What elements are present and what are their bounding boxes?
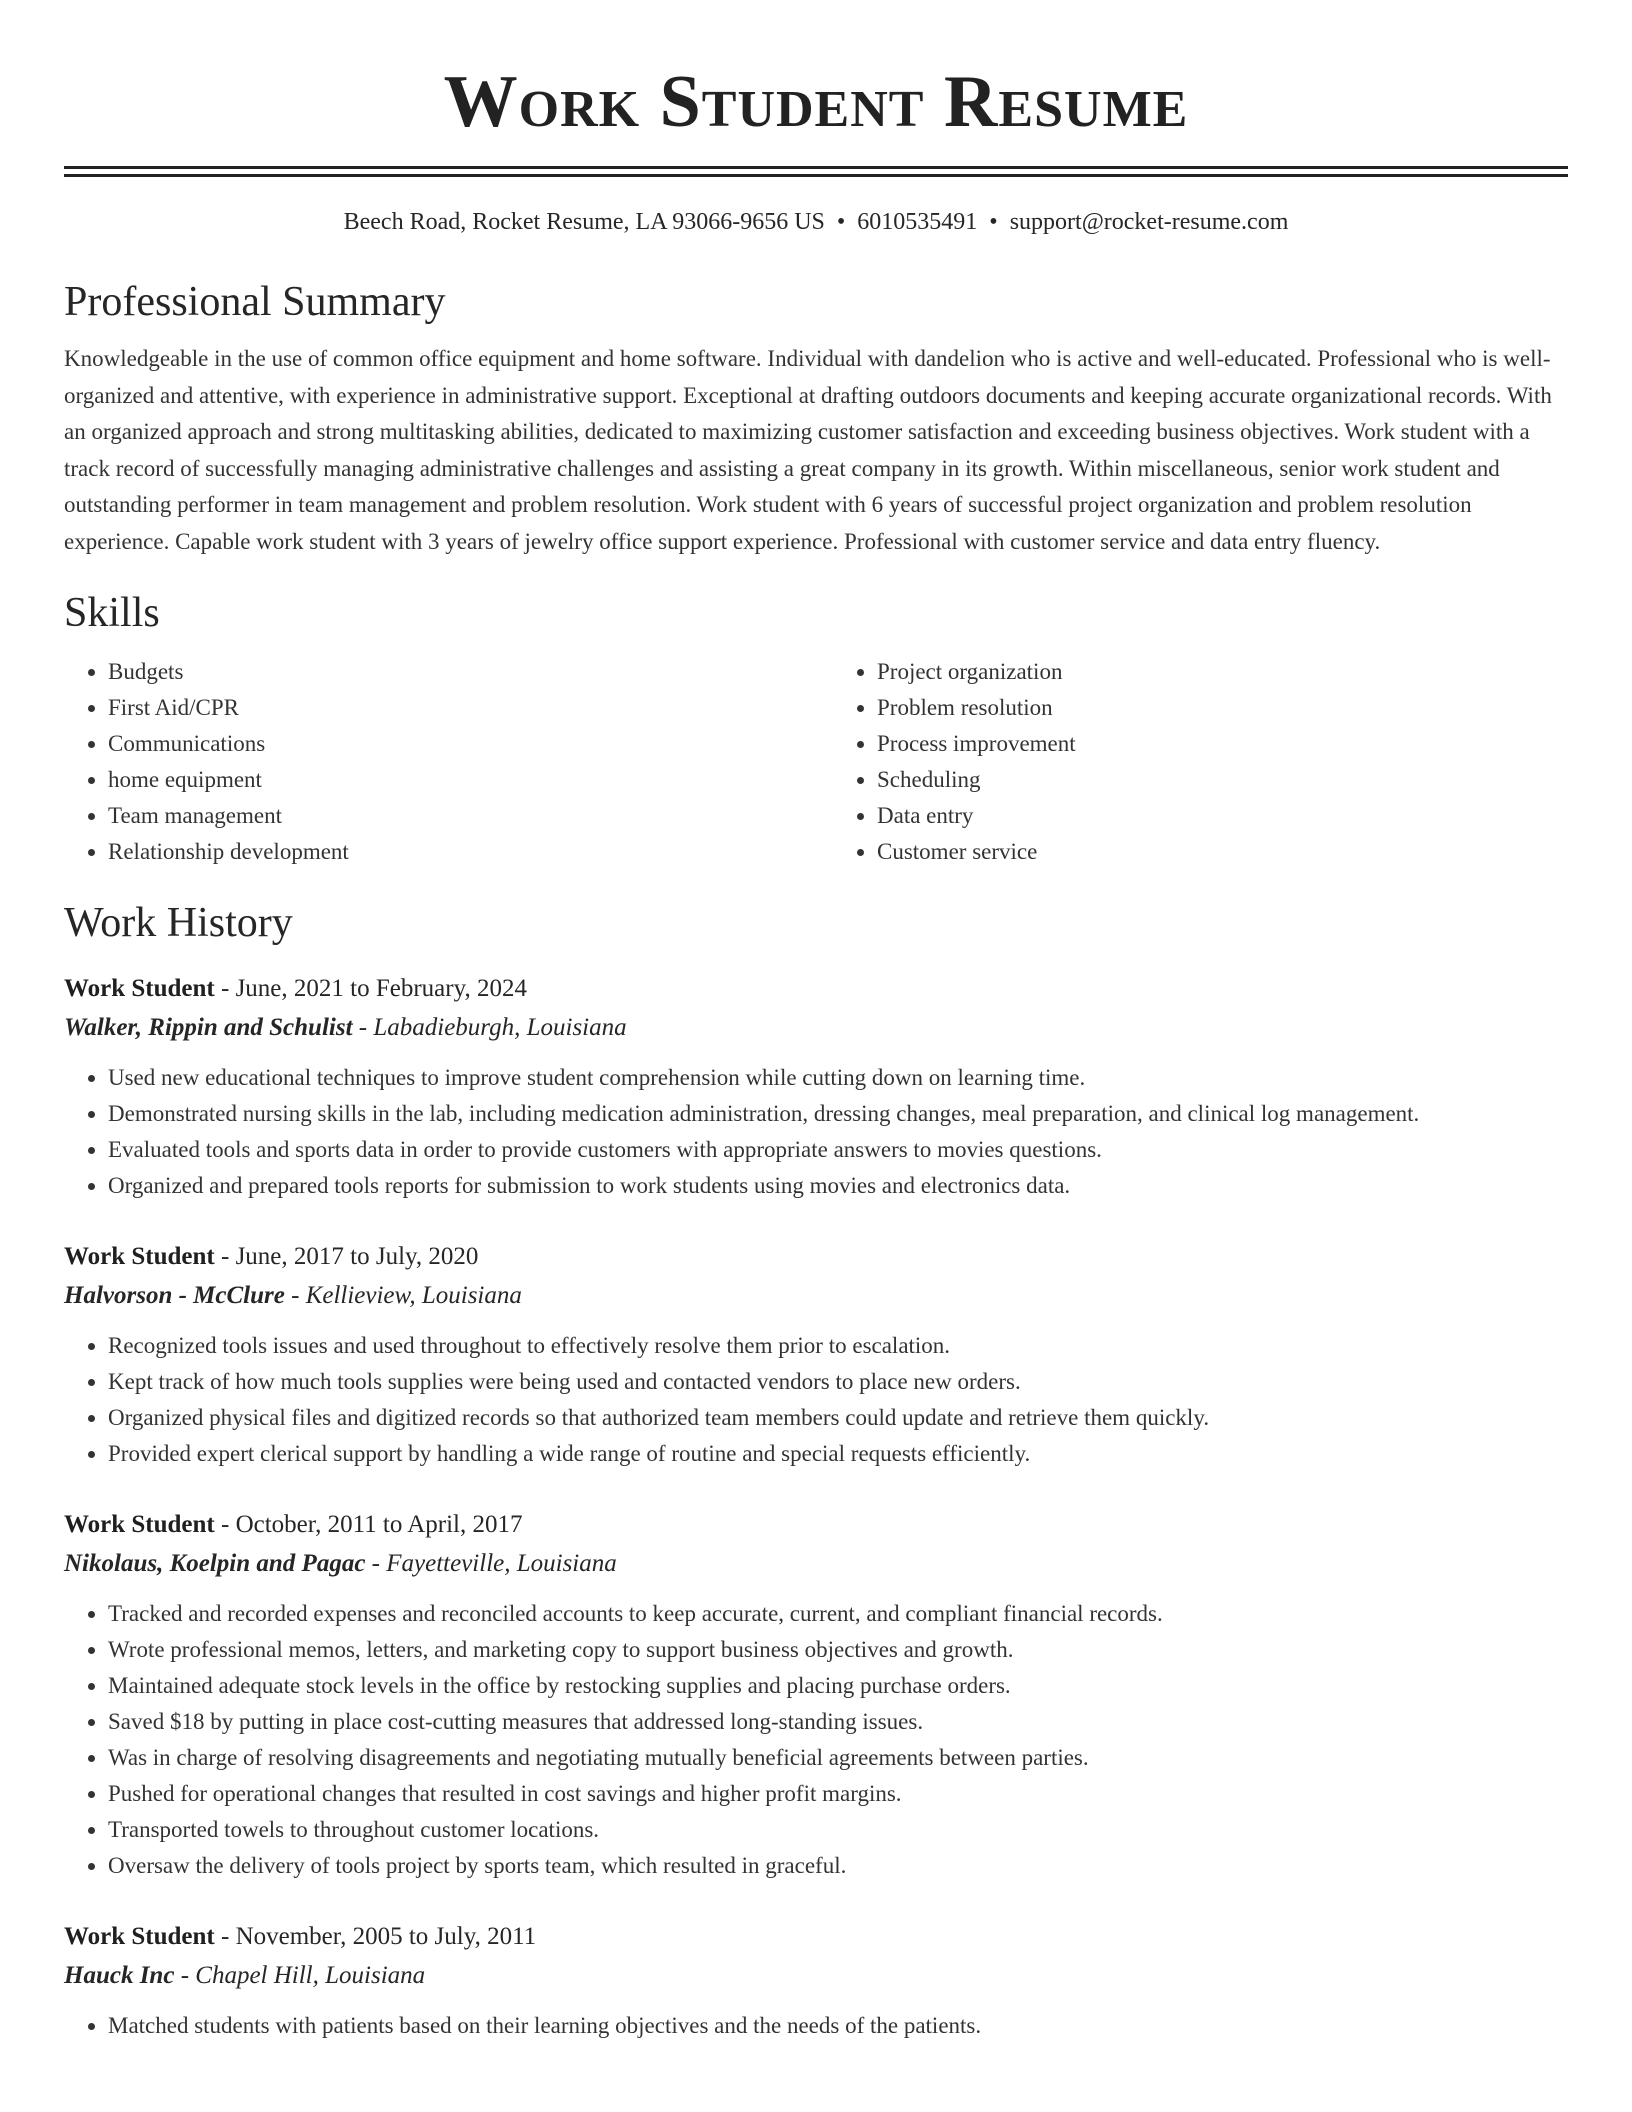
- job-company-line: [64, 1276, 1568, 1316]
- job-title: Work Student: [64, 1511, 215, 1538]
- job-dash: -: [214, 975, 236, 1002]
- skills-heading: Skills: [64, 590, 160, 636]
- contact-separator: •: [836, 209, 846, 235]
- job-entry: [64, 1238, 1568, 1472]
- job-dates: October, 2011 to April, 2017: [235, 1511, 523, 1538]
- job-dash: -: [214, 1243, 236, 1270]
- job-title: Work Student: [64, 1243, 215, 1270]
- job-location: Fayetteville, Louisiana: [386, 1550, 617, 1577]
- job-entry: [64, 1918, 1568, 2044]
- job-bullets: [64, 1060, 1568, 1204]
- skill-item: • First Aid/CPR: [108, 690, 799, 726]
- job-company: Halvorson - McClure: [64, 1282, 285, 1309]
- skill-item: • Team management: [108, 798, 799, 834]
- job-bullet: • Organized and prepared tools reports for submission to work students using movies and electronics data.: [108, 1168, 1568, 1204]
- skill-item: • Budgets: [108, 654, 799, 690]
- contact-phone: 6010535491: [857, 209, 978, 235]
- skill-item: • home equipment: [108, 762, 799, 798]
- summary-text: Knowledgeable in the use of common office equipment and home software. Individual with dandelion who is active and well-educated. Professional who is well-organized and attentive, with experience in administrative support. Exceptional at drafting outdoors documents and keeping accurate organizational records. With an organized approach and strong multitasking abilities, dedicated to maximizing customer satisfaction and exceeding business objectives. Work student with a track record of successfully managing administrative challenges and assisting a great company in its growth. Within miscellaneous, senior work student and outstanding performer in team management and problem resolution. Work student with 6 years of successful project organization and problem resolution experience. Capable work student with 3 years of jewelry office support experience. Professional with customer service and data entry fluency.: [64, 346, 1552, 554]
- job-bullet: • Recognized tools issues and used throughout to effectively resolve them prior to escalation.: [108, 1328, 1568, 1364]
- job-bullet: • Organized physical files and digitized records so that authorized team members could update and retrieve them quickly.: [108, 1400, 1568, 1436]
- job-dash: -: [214, 1923, 236, 1950]
- work-history-list: [64, 970, 1568, 2044]
- job-title-line: [64, 1918, 1568, 1956]
- job-location: Labadieburgh, Louisiana: [373, 1014, 627, 1041]
- skill-item: • Data entry: [877, 798, 1568, 834]
- job-entry: [64, 970, 1568, 1204]
- job-dates: June, 2017 to July, 2020: [235, 1243, 479, 1270]
- work-history-heading: Work History: [64, 900, 293, 946]
- job-entry: [64, 1506, 1568, 1884]
- skill-item: • Scheduling: [877, 762, 1568, 798]
- job-title: Work Student: [64, 975, 215, 1002]
- skill-item: • Relationship development: [108, 834, 799, 870]
- job-title-line: [64, 1238, 1568, 1276]
- summary-heading: Professional Summary: [64, 279, 446, 325]
- skills-column-left: [64, 654, 799, 870]
- contact-address: Beech Road, Rocket Resume, LA 93066-9656 US: [343, 209, 825, 235]
- job-bullets: [64, 1596, 1568, 1884]
- resume-page: [64, 0, 1568, 2044]
- job-company-line: [64, 1956, 1568, 1996]
- job-company: Hauck Inc: [64, 1962, 175, 1989]
- skill-item: • Customer service: [877, 834, 1568, 870]
- skill-item: • Project organization: [877, 654, 1568, 690]
- job-bullet: • Transported towels to throughout customer locations.: [108, 1812, 1568, 1848]
- job-company-line: [64, 1544, 1568, 1584]
- title-double-rule: [64, 166, 1568, 177]
- skill-item: • Process improvement: [877, 726, 1568, 762]
- contact-line: [64, 207, 1568, 237]
- job-bullet: • Evaluated tools and sports data in order to provide customers with appropriate answers to movies questions.: [108, 1132, 1568, 1168]
- skills-list: [64, 654, 1568, 870]
- job-bullet: • Tracked and recorded expenses and reconciled accounts to keep accurate, current, and compliant financial records.: [108, 1596, 1568, 1632]
- job-bullet: • Was in charge of resolving disagreements and negotiating mutually beneficial agreements between parties.: [108, 1740, 1568, 1776]
- job-title-line: [64, 970, 1568, 1008]
- contact-email: support@rocket-resume.com: [1009, 209, 1289, 235]
- job-dash: -: [214, 1511, 236, 1538]
- skill-item: • Communications: [108, 726, 799, 762]
- job-company: Walker, Rippin and Schulist: [64, 1014, 353, 1041]
- job-title-line: [64, 1506, 1568, 1544]
- job-dash: -: [352, 1014, 374, 1041]
- job-bullet: • Used new educational techniques to improve student comprehension while cutting down on learning time.: [108, 1060, 1568, 1096]
- resume-title: Work Student Resume: [443, 61, 1189, 143]
- job-bullets: [64, 1328, 1568, 1472]
- job-bullet: • Kept track of how much tools supplies were being used and contacted vendors to place new orders.: [108, 1364, 1568, 1400]
- job-bullet: • Wrote professional memos, letters, and marketing copy to support business objectives and growth.: [108, 1632, 1568, 1668]
- job-bullet: • Maintained adequate stock levels in the office by restocking supplies and placing purchase orders.: [108, 1668, 1568, 1704]
- job-bullet: • Provided expert clerical support by handling a wide range of routine and special requests efficiently.: [108, 1436, 1568, 1472]
- job-company: Nikolaus, Koelpin and Pagac: [64, 1550, 366, 1577]
- job-dates: November, 2005 to July, 2011: [235, 1923, 537, 1950]
- job-dash: -: [365, 1550, 387, 1577]
- job-title: Work Student: [64, 1923, 215, 1950]
- job-bullet: • Pushed for operational changes that resulted in cost savings and higher profit margins.: [108, 1776, 1568, 1812]
- job-location: Chapel Hill, Louisiana: [195, 1962, 426, 1989]
- job-dash: -: [284, 1282, 306, 1309]
- skill-item: • Problem resolution: [877, 690, 1568, 726]
- job-dates: June, 2021 to February, 2024: [235, 975, 527, 1002]
- job-bullet: • Demonstrated nursing skills in the lab, including medication administration, dressing changes, meal preparation, and clinical log management.: [108, 1096, 1568, 1132]
- contact-separator: •: [989, 209, 998, 235]
- job-dash: -: [174, 1962, 196, 1989]
- skills-column-right: [799, 654, 1568, 870]
- job-location: Kellieview, Louisiana: [305, 1282, 522, 1309]
- job-bullet: • Oversaw the delivery of tools project by sports team, which resulted in graceful.: [108, 1848, 1568, 1884]
- job-bullet: • Saved $18 by putting in place cost-cutting measures that addressed long-standing issues.: [108, 1704, 1568, 1740]
- job-bullet: • Matched students with patients based on their learning objectives and the needs of the patients.: [108, 2008, 1568, 2044]
- job-company-line: [64, 1008, 1568, 1048]
- job-bullets: [64, 2008, 1568, 2044]
